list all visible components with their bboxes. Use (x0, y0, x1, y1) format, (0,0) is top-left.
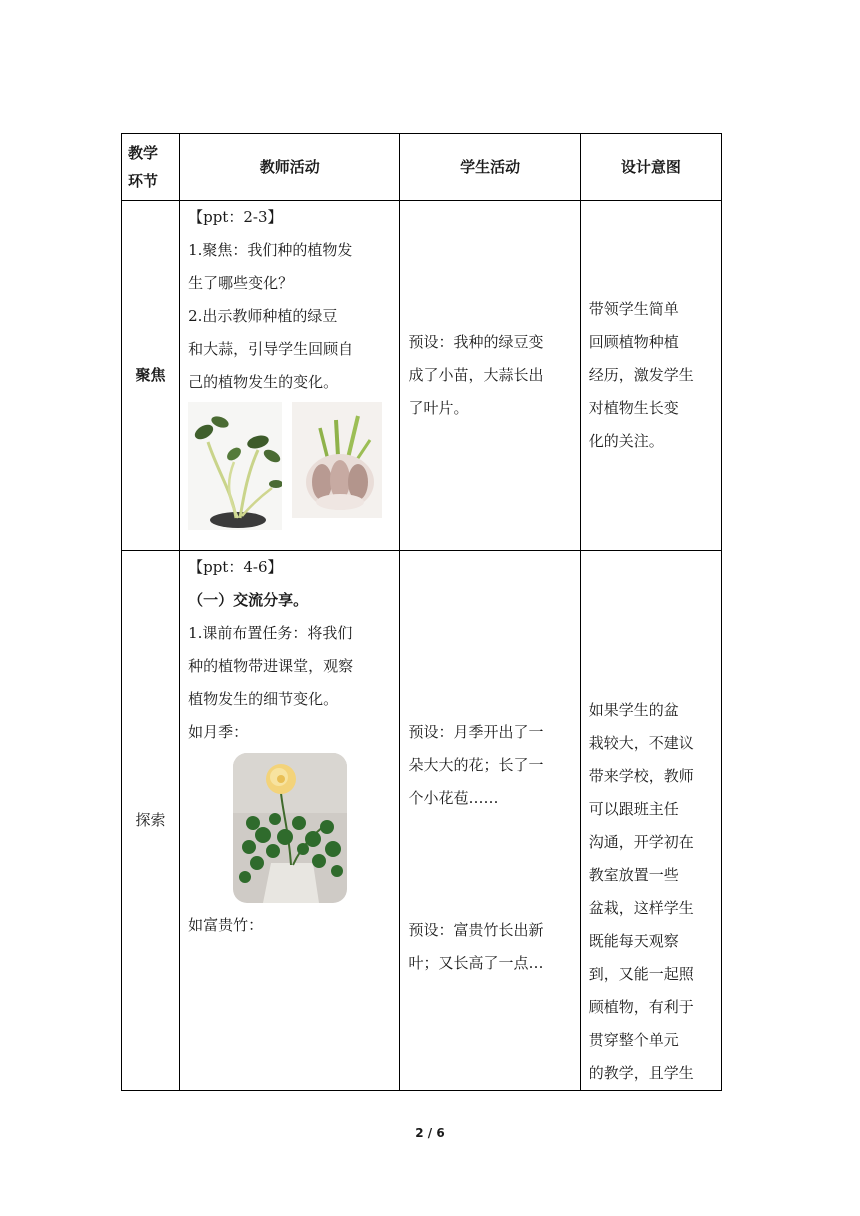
page-number: 2 / 6 (415, 1126, 445, 1140)
header-teacher-activity: 教师活动 (180, 134, 400, 201)
seedling-photos (188, 402, 391, 530)
teacher-activity-focus: 【ppt：2-3】 1.聚焦：我们种的植物发 生了哪些变化？ 2.出示教师种植的绿豆 和大蒜，引导学生回顾自 己的植物发生的变化。 (180, 201, 400, 551)
table-row-focus (122, 201, 722, 551)
lesson-plan-table (121, 133, 722, 1091)
header-stage: 教学 环节 (122, 134, 180, 201)
bamboo-label: 如富贵竹： (188, 916, 264, 934)
header-student-activity: 学生活动 (400, 134, 580, 201)
section-subheading: （一）交流分享。 (188, 591, 309, 609)
stage-focus: 聚焦 (122, 201, 180, 551)
rose-plant-photo (233, 753, 347, 903)
stage-explore: 探索 (122, 551, 180, 1091)
garlic-sprout-photo (292, 402, 382, 518)
design-intent-focus: 带领学生简单 回顾植物种植 经历，激发学生 对植物生长变 化的关注。 (580, 201, 721, 551)
design-intent-explore: 如果学生的盆 栽较大，不建议 带来学校，教师 可以跟班主任 沟通，开学初在 教室放置一些 盆栽，这样学生 既能每天观察 到，又能一起照 顾植物，有利于 贯穿整个单元 的教学，且学生 (580, 551, 721, 1091)
header-design-intent: 设计意图 (580, 134, 721, 201)
mung-bean-seedling-photo (188, 402, 282, 530)
table-row-explore (122, 551, 722, 1091)
student-activity-explore: 预设：月季开出了一 朵大大的花；长了一 个小花苞…… 预设：富贵竹长出新 叶；又长高了一点… (400, 551, 580, 1091)
rose-label: 如月季： (188, 723, 249, 741)
teacher-activity-explore: 【ppt：4-6】 （一）交流分享。 1.课前布置任务：将我们 种的植物带进课堂，观察 植物发生的细节变化。 如月季： 如富贵竹： (180, 551, 400, 1091)
table-header-row (122, 134, 722, 201)
student-activity-focus: 预设：我种的绿豆变 成了小苗，大蒜长出 了叶片。 (400, 201, 580, 551)
